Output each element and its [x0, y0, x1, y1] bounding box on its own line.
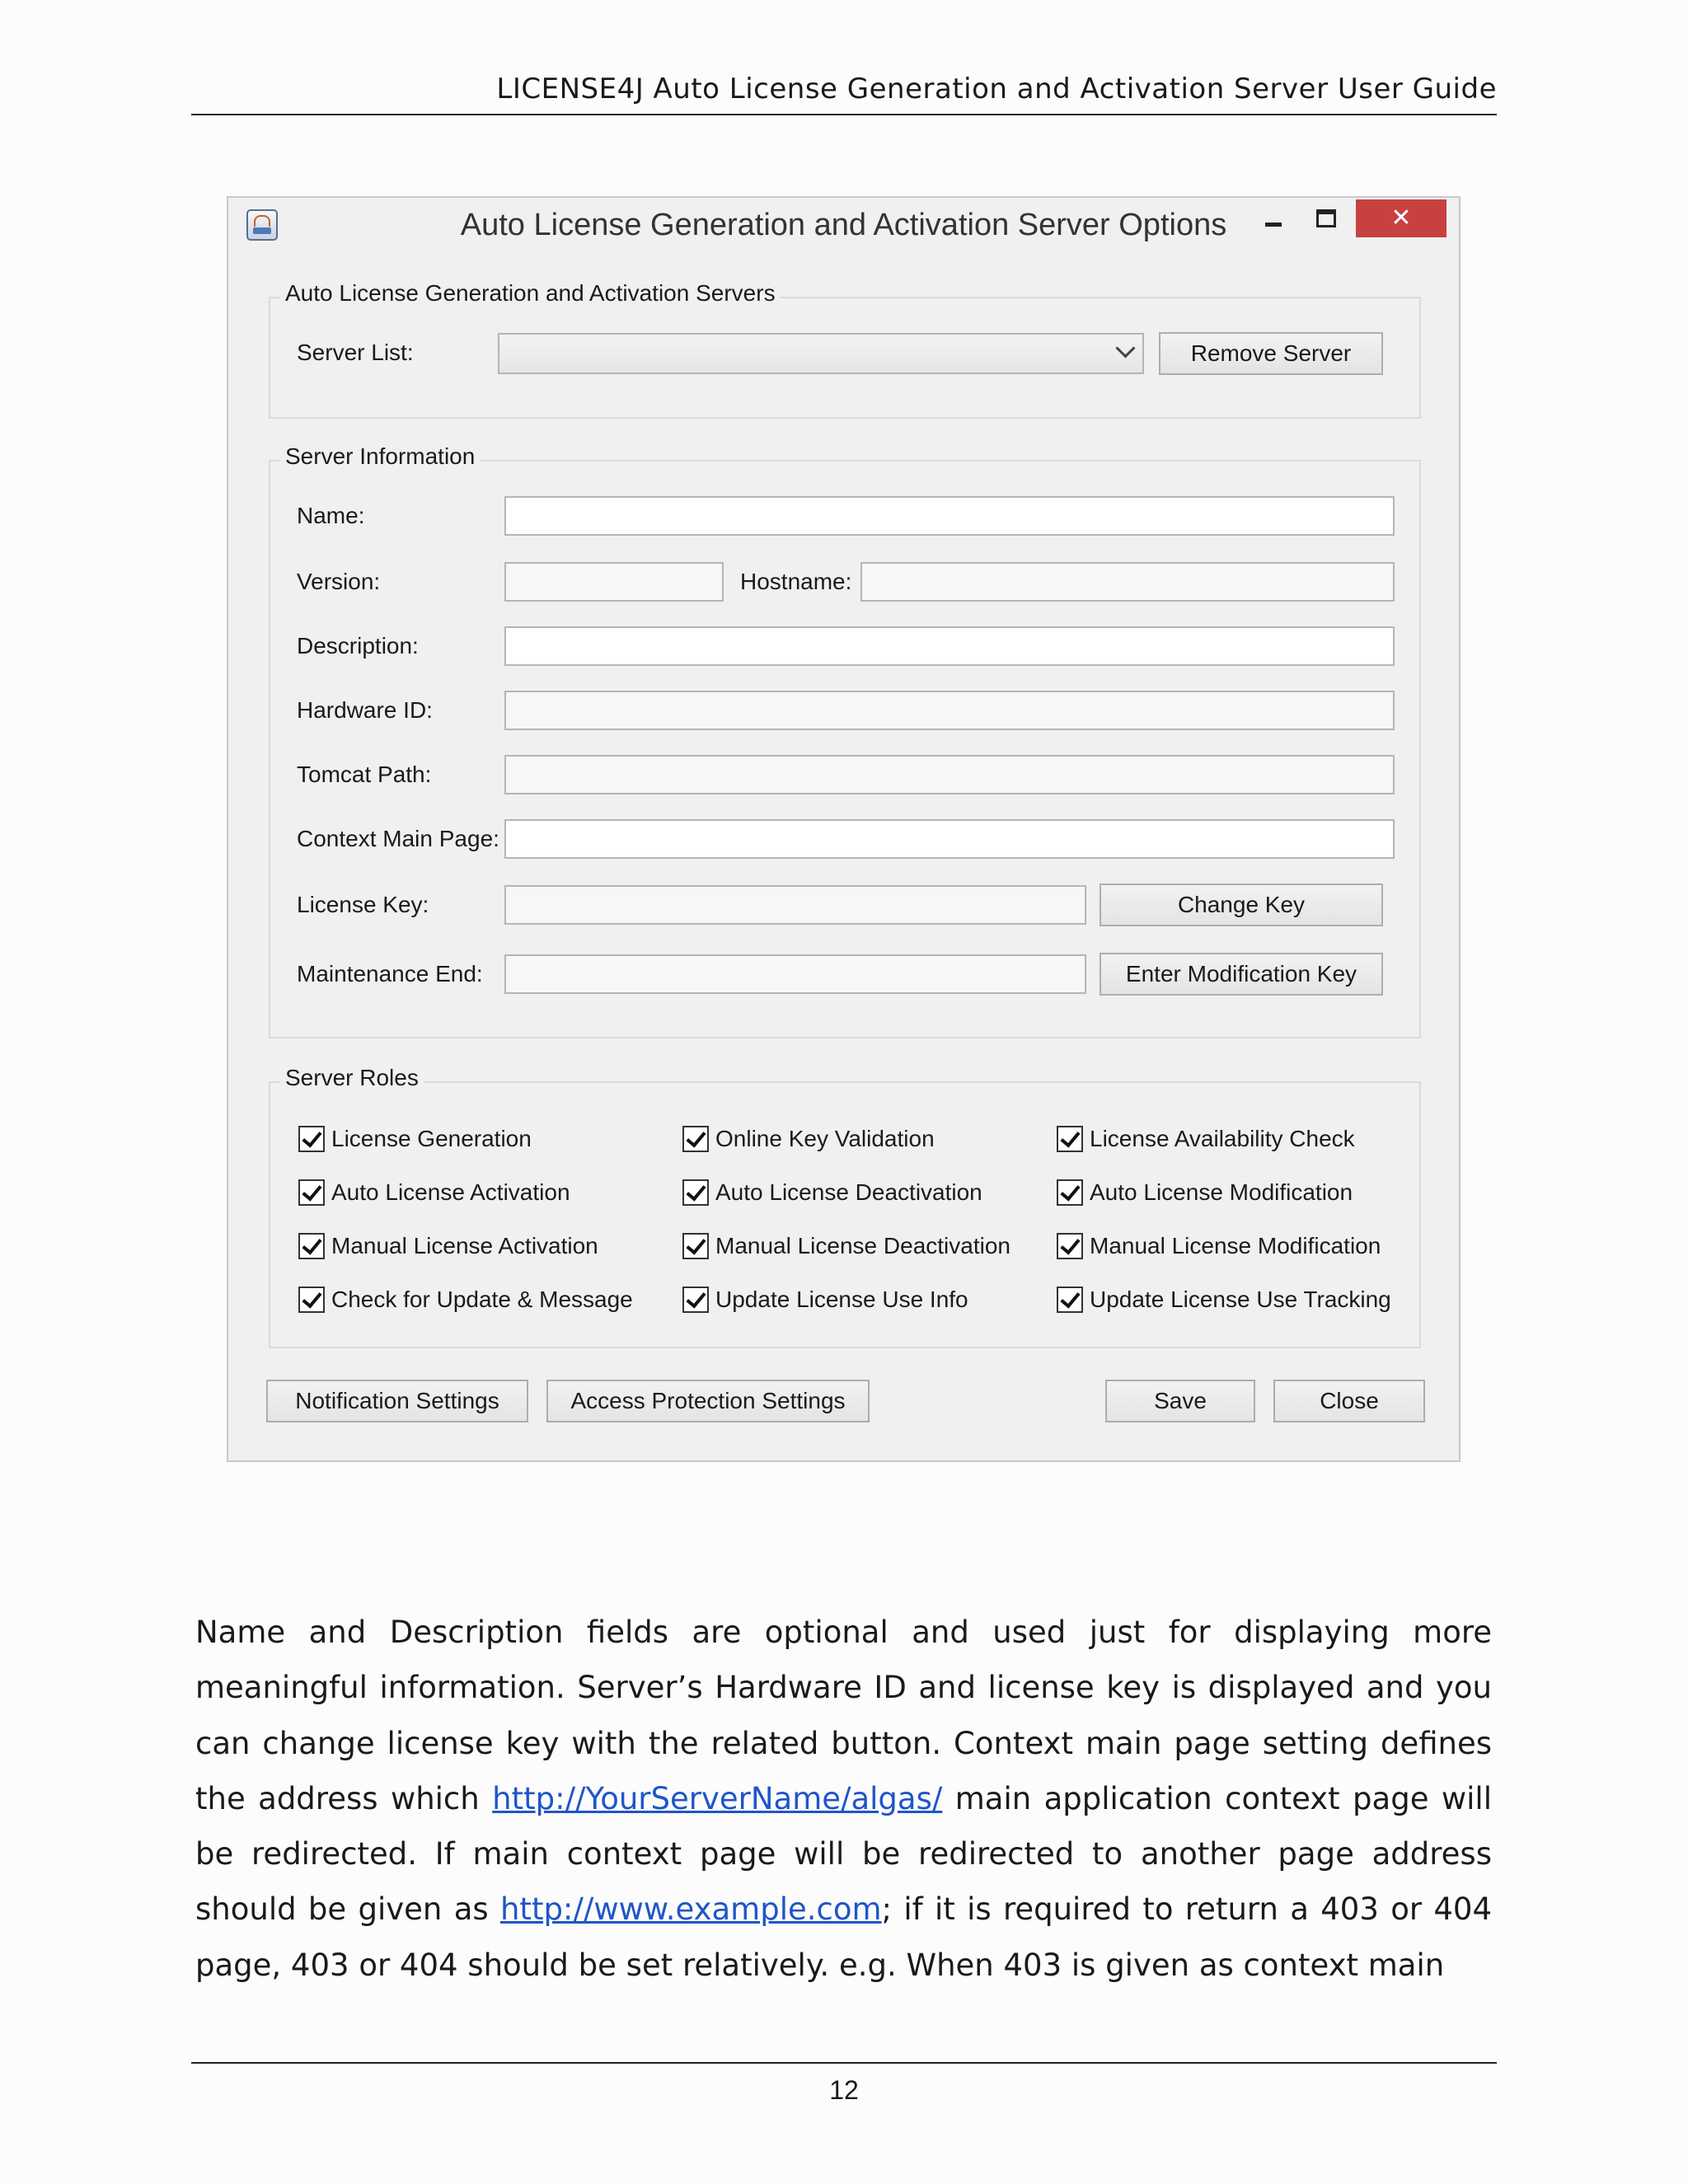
- access-protection-settings-button[interactable]: Access Protection Settings: [546, 1380, 870, 1422]
- change-key-button[interactable]: Change Key: [1100, 883, 1383, 926]
- checkbox-label: Auto License Activation: [331, 1179, 570, 1205]
- algas-url-link[interactable]: http://YourServerName/algas/: [492, 1780, 943, 1816]
- checkbox-label: Auto License Modification: [1090, 1179, 1353, 1205]
- hostname-label: Hostname:: [740, 569, 852, 594]
- checkbox-checked-icon: [1057, 1286, 1083, 1313]
- close-button[interactable]: Close: [1273, 1380, 1425, 1422]
- hardware-id-field[interactable]: [504, 691, 1395, 730]
- title-bar[interactable]: [228, 198, 1459, 247]
- footer-divider: [191, 2062, 1497, 2064]
- servers-group-legend: Auto License Generation and Activation Servers: [280, 280, 781, 307]
- servers-group: [269, 280, 1421, 419]
- checkbox-label: License Availability Check: [1090, 1126, 1355, 1151]
- server-roles-legend: Server Roles: [280, 1065, 424, 1091]
- maintenance-end-field[interactable]: [504, 954, 1086, 994]
- checkbox-label: Online Key Validation: [715, 1126, 935, 1151]
- checkbox-checked-icon: [298, 1233, 325, 1259]
- maintenance-end-label: Maintenance End:: [297, 961, 483, 987]
- checkbox-label: Manual License Activation: [331, 1233, 598, 1258]
- checkbox-checked-icon: [682, 1233, 709, 1259]
- window-title: Auto License Generation and Activation Server Options: [460, 208, 1227, 242]
- checkbox-checked-icon: [298, 1126, 325, 1152]
- document-title: LICENSE4J Auto License Generation and Activation Server User Guide: [496, 73, 1497, 105]
- checkbox-checked-icon: [1057, 1233, 1083, 1259]
- version-label: Version:: [297, 569, 381, 594]
- hardware-id-label: Hardware ID:: [297, 697, 433, 723]
- checkbox-checked-icon: [1057, 1126, 1083, 1152]
- chevron-down-icon: [1115, 338, 1135, 358]
- save-button[interactable]: Save: [1105, 1380, 1255, 1422]
- checkbox-label: Update License Use Info: [715, 1286, 968, 1312]
- checkbox-label: License Generation: [331, 1126, 532, 1151]
- enter-modification-key-button[interactable]: Enter Modification Key: [1100, 953, 1383, 996]
- notification-settings-button[interactable]: Notification Settings: [266, 1380, 528, 1422]
- server-list-label: Server List:: [297, 340, 414, 365]
- close-icon: ✕: [1390, 204, 1412, 232]
- server-list-select[interactable]: [498, 333, 1144, 374]
- body-text-part: ; if it is required to return a 403 or 404 page, 403 or 404 should be set relatively. e.g. When 403 is given as context main: [195, 1891, 1492, 1983]
- checkbox-label: Manual License Modification: [1090, 1233, 1381, 1258]
- context-main-page-label: Context Main Page:: [297, 826, 499, 851]
- body-paragraph: [195, 1605, 1492, 1993]
- remove-server-button[interactable]: Remove Server: [1159, 332, 1383, 375]
- description-field[interactable]: [504, 626, 1395, 666]
- license-key-label: License Key:: [297, 892, 429, 917]
- checkbox-checked-icon: [682, 1286, 709, 1313]
- checkbox-checked-icon: [682, 1179, 709, 1206]
- checkbox-label: Manual License Deactivation: [715, 1233, 1010, 1258]
- description-label: Description:: [297, 633, 419, 658]
- minimize-icon[interactable]: [1265, 223, 1282, 227]
- version-field[interactable]: [504, 562, 724, 602]
- tomcat-path-field[interactable]: [504, 755, 1395, 794]
- name-label: Name:: [297, 503, 365, 528]
- license-key-field[interactable]: [504, 885, 1086, 925]
- server-information-group: [269, 443, 1421, 1038]
- close-window-button[interactable]: [1356, 199, 1447, 237]
- checkbox-label: Check for Update & Message: [331, 1286, 633, 1312]
- body-text-part: main application context page will be redirected. If main context page will be redirected to another page address should be given as: [195, 1780, 1492, 1928]
- page-header: [191, 73, 1497, 115]
- checkbox-checked-icon: [298, 1286, 325, 1313]
- name-field[interactable]: [504, 496, 1395, 536]
- maximize-icon[interactable]: [1316, 209, 1336, 227]
- checkbox-checked-icon: [682, 1126, 709, 1152]
- checkbox-label: Auto License Deactivation: [715, 1179, 982, 1205]
- hostname-field[interactable]: [860, 562, 1395, 602]
- checkbox-checked-icon: [298, 1179, 325, 1206]
- page-number: 12: [829, 2075, 859, 2105]
- server-options-dialog: [227, 196, 1461, 1462]
- checkbox-checked-icon: [1057, 1179, 1083, 1206]
- context-main-page-field[interactable]: [504, 819, 1395, 859]
- server-roles-group: [269, 1065, 1421, 1348]
- checkbox-label: Update License Use Tracking: [1090, 1286, 1391, 1312]
- server-information-legend: Server Information: [280, 443, 480, 470]
- tomcat-path-label: Tomcat Path:: [297, 762, 432, 787]
- body-text-part: Name and Description fields are optional and used just for displaying more meaningful information. Server’s Hardware ID and license key is displayed and you can change license key with the related button. Context main page setting defines the address which: [195, 1615, 1492, 1816]
- example-url-link[interactable]: http://www.example.com: [499, 1891, 882, 1928]
